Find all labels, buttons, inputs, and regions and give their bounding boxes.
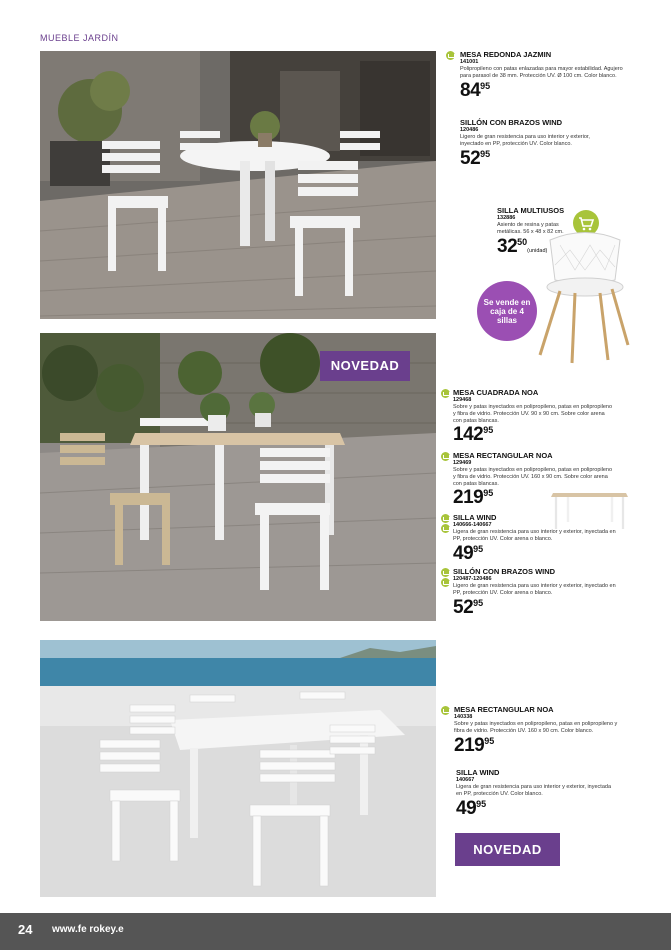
product-code: 129468: [453, 397, 472, 403]
product-price: $49^{95}$: [456, 797, 487, 819]
product-desc: Asiento de resina y patas metálicas. 56 x 48 x 82 cm.: [497, 222, 564, 235]
product-name: MESA RECTANGULAR NOA: [453, 451, 553, 460]
cart-icon: [441, 452, 450, 461]
photo-rectangular-table-set: [40, 640, 436, 897]
cart-icon: [446, 51, 455, 60]
novedad-badge: NOVEDAD: [455, 833, 560, 866]
product-price: $49^{95}$: [453, 542, 484, 564]
sold-in-box-text: Se vende en caja de 4 sillas: [483, 297, 531, 325]
product-code: 120487-120486: [453, 576, 492, 582]
product-code: 120486: [460, 127, 479, 133]
cart-icon: [441, 706, 450, 715]
page-footer: [0, 913, 671, 950]
product-price: $219^{95}$: [454, 734, 495, 756]
product-desc: Ligera de gran resistencia para uso interior y exterior, inyectada en PP, protección UV. Color arena o blanco.: [453, 529, 616, 542]
product-code: 140666-140667: [453, 522, 492, 528]
product-mesa-cuadrada-noa: [453, 388, 613, 444]
cart-icon: [441, 568, 450, 577]
product-code: 140667: [456, 777, 475, 783]
photo-round-table-set: [40, 51, 436, 319]
sold-in-box-circle: [477, 281, 537, 341]
cart-icon: [441, 578, 450, 587]
website-link[interactable]: www.fe rokey.e: [52, 924, 124, 935]
product-name: SILLÓN CON BRAZOS WIND: [453, 567, 556, 576]
product-name: MESA RECTANGULAR NOA: [454, 705, 554, 714]
product-name: SILLÓN CON BRAZOS WIND: [460, 118, 563, 127]
product-sillon-wind-brazos: [453, 567, 618, 617]
cart-icon: [441, 389, 450, 398]
product-silla-wind: [453, 513, 618, 563]
product-mesa-redonda-jazmin: [460, 50, 625, 100]
product-desc: Sobre y patas inyectados en polipropileno, patas en polipropileno y fibra de vidrio. Protección UV. 160 x 90 cm. Sobre color arena con patas blancas.: [453, 467, 612, 487]
product-desc: Sobre y patas inyectados en polipropileno, patas en polipropileno y fibra de vidrio. Protección UV. 160 x 90 cm. Color blanco.: [454, 721, 618, 734]
product-price: $52^{95}$: [453, 596, 484, 618]
product-price: $142^{95}$: [453, 424, 494, 446]
cart-icon: [441, 524, 450, 533]
product-mesa-rectangular-noa-blanca: [454, 705, 619, 755]
product-name: SILLA WIND: [453, 513, 497, 522]
product-desc: Ligero de gran resistencia para uso interior y exterior, inyectado en PP, protección UV. Color arena o blanco.: [453, 583, 616, 596]
product-silla-wind-blanca: [456, 768, 616, 818]
product-desc: Polipropileno con patas enlazadas para mayor estabilidad. Agujero para parasol de 38 mm. Protección UV. Ø 100 cm. Color blanco.: [460, 66, 623, 79]
product-price: $32^{50}(unidad)$: [497, 235, 548, 257]
product-code: 141001: [460, 59, 479, 65]
product-name: SILLA WIND: [456, 768, 500, 777]
product-desc: Ligera de gran resistencia para uso interior y exterior, inyectada en PP, protección UV. Color blanco.: [456, 784, 612, 797]
cart-icon: [441, 514, 450, 523]
product-desc: Sobre y patas inyectados en polipropileno, patas en polipropileno y fibra de vidrio. Protección UV. 90 x 90 cm. Sobre color arena con patas blancas.: [453, 404, 612, 424]
product-name: MESA CUADRADA NOA: [453, 388, 539, 397]
novedad-badge: NOVEDAD: [320, 351, 410, 381]
product-code: 129469: [453, 460, 472, 466]
product-price: $52^{95}$: [460, 147, 491, 169]
chair-image: [530, 225, 630, 365]
product-sillon-wind: [460, 118, 590, 168]
page-number: 24: [18, 922, 33, 937]
product-code: 140338: [454, 714, 473, 720]
product-desc: Ligero de gran resistencia para uso interior y exterior, inyectado en PP, protección UV. Color blanco.: [460, 134, 590, 147]
product-name: SILLA MULTIUSOS: [497, 206, 565, 215]
product-price: $84^{95}$: [460, 79, 491, 101]
product-code: 132886: [497, 215, 516, 221]
section-label: MUEBLE JARDÍN: [40, 33, 119, 43]
product-name: MESA REDONDA JAZMIN: [460, 50, 552, 59]
product-price: $219^{95}$: [453, 487, 494, 509]
